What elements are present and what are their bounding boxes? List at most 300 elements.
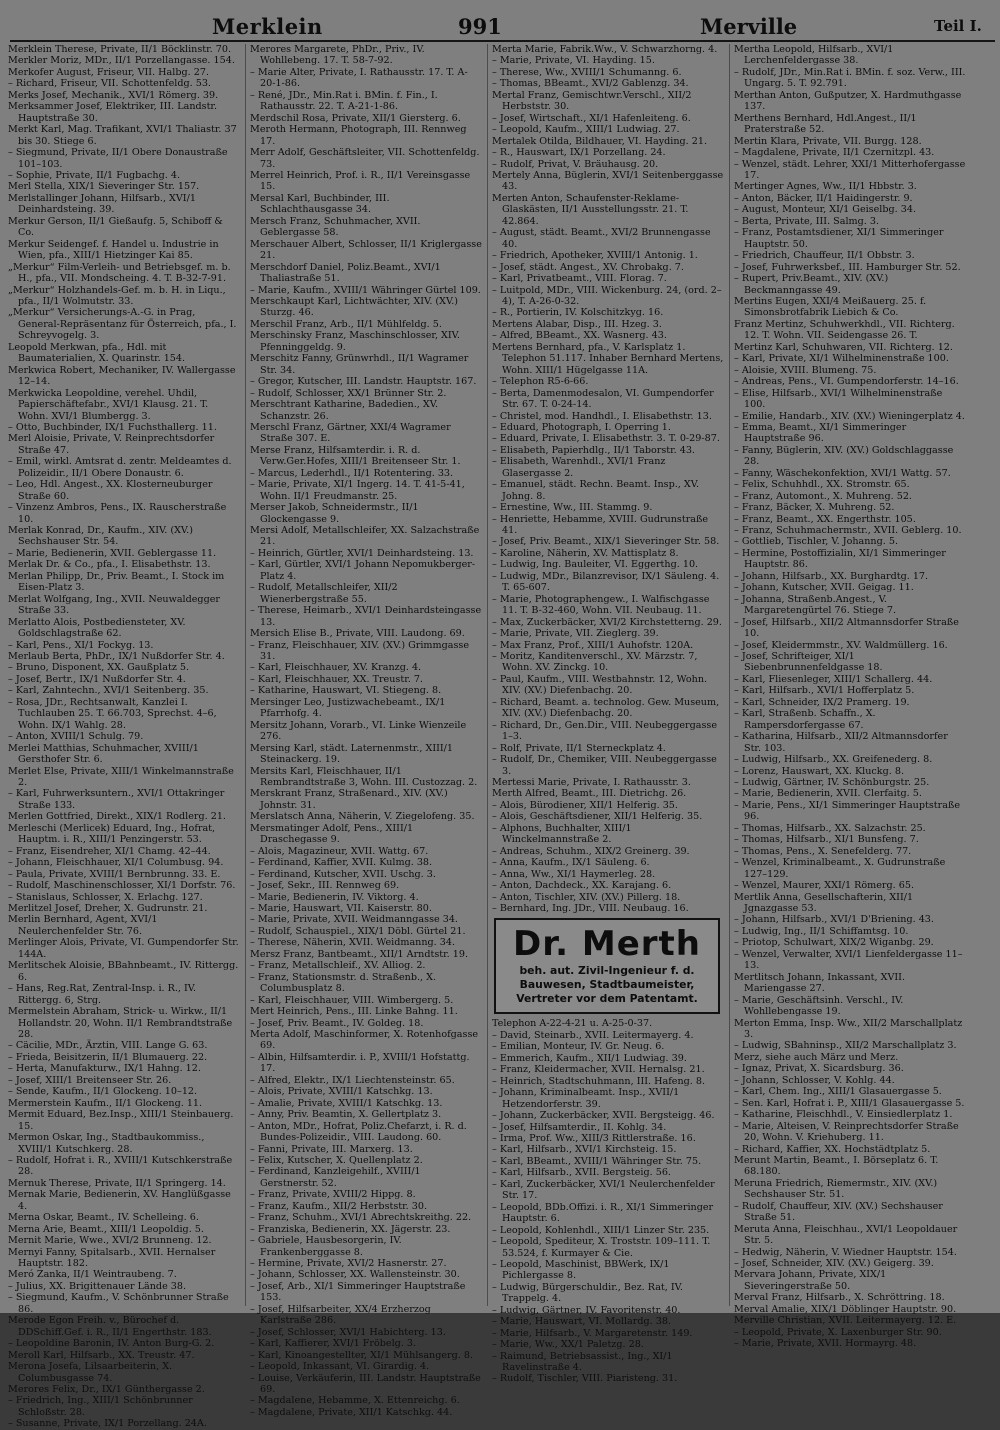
directory-entry: – Josef, Hilfsarb., XII/2 Altmannsdorfer Straße 10. [734, 616, 959, 640]
directory-entry: Merkt Karl, Mag. Trafikant, XVI/1 Thaliastr. 37 bis 30. Stiege 6. [8, 124, 237, 147]
directory-entry: – Hedwig, Näherin, V. Wiedner Hauptstr. 154. [734, 1246, 957, 1258]
directory-entry: – Marie, Private, XVII. Weidmanngasse 34. [250, 914, 458, 926]
page-number: 991 [458, 14, 502, 39]
directory-entry: – Marie, Pens., XI/1 Simmeringer Hauptstraße 96. [734, 799, 961, 823]
directory-entry: – Josef, Schlosser, XVI/1 Habichterg. 13. [250, 1326, 446, 1338]
directory-entry: – Anna, Ww., XI/1 Haymerleg. 28. [492, 868, 656, 880]
directory-entry: Merkofer August, Friseur, VII. Halbg. 27. [8, 66, 209, 78]
directory-entry: Merlitschek Aloisie, BBahnbeamt., IV. Rittergg. 6. [8, 960, 239, 983]
directory-entry: – Leopold, Maschinist, BBWerk, IX/1 Pichlergasse 8. [492, 1258, 670, 1282]
directory-entry: – Therese, Heimarb., XVI/1 Deinhardsteingasse 13. [250, 605, 482, 628]
directory-entry: – Johann, Hilfsarb., XVI/1 D'Briening. 43. [734, 914, 934, 926]
directory-entry: – Josef, Bertr., IX/1 Nußdorfer Str. 4. [8, 673, 186, 685]
directory-entry: – Moritz, Kanditenverschl., XV. Märzstr. 7, Wohn. XV. Zinckg. 10. [492, 651, 698, 674]
directory-entry: – Marcus, Lederhdl., II/1 Rotentering. 33. [250, 467, 454, 479]
directory-entry: – Johann, Schlosser, V. Kohlg. 44. [734, 1074, 895, 1086]
directory-entry: – Josef, Fuhrwerksbef., III. Hamburger Str. 52. [734, 261, 961, 273]
directory-entry: – Alfred, Elektr., IX/1 Liechtensteinstr. 65. [250, 1074, 455, 1086]
directory-entry: – Rudolf, Schlosser, XX/1 Brünner Str. 2. [250, 387, 447, 399]
directory-entry: Merores Felix, Dr., IX/1 Günthergasse 2. [8, 1384, 205, 1396]
directory-entry: – Felix, Schuhhdl., XX. Stromstr. 65. [734, 479, 910, 491]
directory-entry: – René, JDr., Min.Rat i. BMin. f. Fin., I. Rathausstr. 22. T. A-21-1-86. [250, 89, 438, 113]
directory-entry: – Thomas, Hilfsarb., XX. Salzachstr. 25. [734, 822, 926, 834]
directory-entry: – Wenzel, Kriminalbeamt., X. Gudrunstraße 127–129. [734, 857, 946, 880]
directory-entry: – Johann, Kutscher, XVII. Geigag. 11. [734, 582, 914, 594]
directory-entry: – Alois, Private, XVIII/1 Katschkg. 13. [250, 1086, 433, 1098]
directory-entry: – Bruno, Disponent, XX. Gaußplatz 5. [8, 662, 190, 674]
directory-entry: – Heinrich, Stadtschuhmann, III. Hafeng. 8. [492, 1075, 706, 1087]
directory-entry: Merr Adolf, Geschäftsleiter, VII. Schottenfeldg. 73. [250, 147, 480, 170]
directory-entry: – Karl, Fleischhauer, VIII. Wimbergerg. 5. [250, 994, 454, 1006]
directory-entry: – Franz, Schuhmachermstr., XVII. Geblerg. 10. [734, 525, 962, 537]
directory-entry: – Herta, Manufakturw., IX/1 Hahng. 12. [8, 1063, 201, 1075]
directory-entry: – Karl, Fleischhauer, XV. Kranzg. 4. [250, 662, 422, 674]
directory-entry: – Franz, Kaufm., XII/2 Herbststr. 30. [250, 1200, 428, 1212]
directory-entry: – Karl, Schneider, IX/2 Pramerg. 19. [734, 696, 910, 708]
directory-entry: – Leopold, Kohlenhdl., XIII/1 Linzer Str. 235. [492, 1224, 710, 1236]
directory-entry: – Josef, Sekr., III. Rennweg 69. [250, 880, 400, 892]
directory-entry: Merksammer Josef, Elektriker, III. Landstr. Hauptstraße 30. [8, 101, 218, 124]
directory-entry: – Frieda, Beisitzerin, II/1 Blumauerg. 22. [8, 1051, 208, 1063]
directory-entry: Merschinsky Franz, Maschinschlosser, XIV. Pfenninggeldg. 9. [250, 330, 460, 353]
directory-entry: Meruta Anna, Fleischhau., XVI/1 Leopoldauer Str. 5. [734, 1223, 958, 1247]
directory-entry: Merlei Matthias, Schuhmacher, XVIII/1 Gersthofer Str. 6. [8, 742, 199, 766]
directory-entry: – Fanny, Büglerin, XIV. (XV.) Goldschlaggasse 28. [734, 444, 954, 468]
directory-entry: – Telephon R5-6-66. [492, 376, 589, 388]
directory-entry: Merschil Franz, Arb., II/1 Mühlfeldg. 5. [250, 318, 442, 330]
directory-entry: – Irma, Prof. Ww., XIII/3 Rittlerstraße. 16. [492, 1132, 696, 1144]
directory-entry: – Franz, Beamt., XX. Engerthstr. 105. [734, 513, 916, 525]
column-1 [8, 44, 240, 1430]
directory-entry: – Albin, Hilfsamterdir. i. P., XVIII/1 Hofstattg. 17. [250, 1051, 470, 1075]
directory-entry: – Cäcilie, MDr., Ärztin, VIII. Lange G. 63. [8, 1040, 208, 1052]
directory-entry: Meroth Hermann, Photograph, III. Rennweg 17. [250, 124, 467, 147]
directory-entry: – Richard, Dr., Gen.Dir., VIII. Neubeggergasse 1–3. [492, 719, 718, 743]
directory-entry: – Rudolf, Schauspiel., XIX/1 Döbl. Gürtel 21. [250, 925, 466, 937]
directory-entry: Merser Jakob, Schneidermstr., II/1 Glockengasse 9. [250, 502, 419, 525]
advertisement-line: Vertreter vor dem Patentamt. [516, 992, 698, 1006]
directory-entry: – Anton, Bäcker, II/1 Haidingerstr. 9. [734, 192, 913, 204]
directory-entry: – Marie, Ww., XX/1 Paletzg. 28. [492, 1339, 644, 1351]
directory-entry: – Heinrich, Gürtler, XVI/1 Deinhardsteing. 13. [250, 547, 474, 559]
directory-entry: – Karl, Hilfsarb., XVI/1 Hofferplatz 5. [734, 685, 915, 697]
directory-entry: – Franz, Kleidermacher, XVII. Hernalsg. 21. [492, 1064, 705, 1076]
directory-entry: – Ludwig, Ing. Bauleiter, VI. Eggerthg. 10. [492, 559, 699, 571]
directory-entry: – Johanna, Straßenb.Angest., V. Margaretengürtel 76. Stiege 7. [734, 593, 897, 617]
directory-entry: – Josef, Schrifteiger, XI/1 Siebenbrunnenfeldgasse 18. [734, 651, 883, 674]
directory-entry: – Ferdinand, Kutscher, XVII. Uschg. 3. [250, 868, 436, 880]
directory-entry: Mermon Oskar, Ing., Stadtbaukommiss., XVIII/1 Kutschkerg. 28. [8, 1132, 205, 1155]
directory-entry: – Amalie, Private, XVIII/1 Katschkg. 13. [250, 1097, 443, 1109]
directory-entry: Merschkaupt Karl, Lichtwächter, XIV. (XV.) Sturzg. 46. [250, 295, 459, 319]
directory-entry: – Rudolf, Chauffeur, XIV. (XV.) Sechshauser Straße 51. [734, 1200, 943, 1224]
directory-entry: – Thomas, BBeamt., XVI/2 Gablenzg. 34. [492, 78, 689, 90]
directory-entry: – Rudolf, Dr., Chemiker, VIII. Neubeggergasse 3. [492, 754, 717, 777]
directory-entry: – Therese, Näherin, XVII. Weidmanng. 34. [250, 937, 456, 949]
directory-entry: – Marie, Hilfsarb., V. Margaretenstr. 149. [492, 1327, 693, 1339]
directory-entry: Mertlik Anna, Gesellschafterin, XII/1 Jgnazgasse 53. [734, 891, 914, 914]
directory-entry: Merkur Gerson, II/1 Gießaufg. 5, Schiboff & Co. [8, 215, 223, 239]
directory-entry: – Anna, Kaufm., IX/1 Säuleng. 6. [492, 857, 650, 869]
directory-entry: – Marie, Bedienerin, XVII. Clerfaitg. 5. [734, 788, 922, 800]
directory-entry: – Franz, Automont., X. Muhreng. 52. [734, 490, 912, 502]
directory-entry: – Franz, Stationsmstr. d. Straßenb., X. Columbusplatz 8. [250, 971, 437, 995]
directory-entry: – August, Monteur, XI/1 Geiselbg. 34. [734, 204, 916, 216]
directory-entry: Mertalek Otilda, Bildhauer, VI. Hayding. 21. [492, 135, 708, 147]
directory-entry: – Louise, Verkäuferin, III. Landstr. Hauptstraße 69. [250, 1372, 481, 1396]
directory-entry: – Ludwig, Gärtner, IV. Favoritenstr. 40. [492, 1304, 681, 1316]
directory-entry: – Ferdinand, Kanzleigehilf., XVIII/1 Gerstnerstr. 52. [250, 1166, 421, 1189]
directory-entry: – Rudolf, Metallschleifer, XII/2 Wienerbergstraße 55. [250, 582, 398, 605]
column-4 [734, 44, 966, 1350]
directory-entry: Mertinz Karl, Schuhwaren, VII. Richterg. 12. [734, 341, 953, 353]
directory-entry: – Josef, Hilfsarbeiter, XX/4 Erzherzog Karlstraße 286. [250, 1303, 431, 1327]
directory-entry: – Franziska, Bedienerin, XX. Jägerstr. 23. [250, 1223, 451, 1235]
directory-entry: – Eduard, Private, I. Elisabethstr. 3. T. 0-29-87. [492, 433, 720, 445]
directory-entry: – Julius, XX. Brigittenauer Lände 38. [8, 1280, 187, 1292]
directory-entry: – Ignaz, Privat, X. Sicardsburg. 36. [734, 1063, 904, 1075]
directory-entry: – Karl, Private, XI/1 Wilhelminenstraße 100. [734, 353, 949, 365]
directory-entry: – Aloisie, XVIII. Blumeng. 75. [734, 364, 877, 376]
directory-entry: – Gregor, Kutscher, III. Landstr. Hauptstr. 167. [250, 376, 477, 388]
directory-entry: – Karl, Chem. Ing., XIII/1 Glasauergasse 5. [734, 1086, 942, 1098]
directory-entry: – Anton, Dachdeck., XX. Karajang. 6. [492, 880, 672, 892]
directory-entry: – Leopold, BDb.Offizi. i. R., XI/1 Simmeringer Hauptstr. 6. [492, 1201, 714, 1225]
directory-entry: Merlatto Alois, Postbediensteter, XV. Goldschlagstraße 62. [8, 616, 186, 640]
directory-entry: Mersi Adolf, Metallschleifer, XX. Salzachstraße 21. [250, 525, 480, 548]
directory-entry: – Franz, Metallschleif., XV. Alliog. 2. [250, 960, 426, 972]
directory-entry: Merslatsch Anna, Näherin, V. Ziegelofeng. 35. [250, 811, 475, 823]
directory-entry: – Karl, BBeamt., XVIII/1 Währinger Str. 75. [492, 1155, 702, 1167]
directory-entry: Leopold Merkwan, pfa., Hdl. mit Baumaterialien, X. Quarinstr. 154. [8, 341, 186, 365]
directory-entry: – Felix, Kutscher, X. Quellenplatz 2. [250, 1154, 423, 1166]
directory-entry: „Merkur“ Holzhandels-Gef. m. b. H. in Liqu., pfa., II/1 Wolmutstr. 33. [8, 284, 226, 307]
directory-entry: Mert Heinrich, Pens., III. Linke Bahng. 11. [250, 1006, 458, 1018]
directory-entry: – Karl, Fliesenleger, XIII/1 Schallerg. 44. [734, 673, 933, 685]
directory-entry: – Leopold, Private, X. Laxenburger Str. 90. [734, 1326, 942, 1338]
directory-entry: – Siegmund, Kaufm., V. Schönbrunner Straße 86. [8, 1292, 229, 1315]
directory-entry: – Gabriele, Hausbesorgerin, IV. Frankenberggasse 8. [250, 1235, 402, 1258]
directory-entry: – Max Franz, Prof., XIII/1 Auhofstr. 120A. [492, 639, 694, 651]
page-header [0, 8, 1000, 42]
directory-entry: Merunt Martin, Beamt., I. Börseplatz 6. T. 68.180. [734, 1154, 939, 1178]
directory-entry: Merklein Therese, Private, II/1 Böcklinstr. 70. [8, 44, 232, 55]
directory-entry: Meró Zanka, II/1 Weintraubeng. 7. [8, 1269, 177, 1281]
directory-entry: Merval Amalie, XIX/1 Döblinger Hauptstr. 90. [734, 1303, 957, 1315]
directory-entry: – Elisabeth, Papierhdlg., II/1 Taborstr. 43. [492, 444, 695, 456]
directory-entry: – Stanislaus, Schlosser, X. Erlachg. 127. [8, 891, 203, 903]
directory-entry: – Ludwig, Ing., II/1 Schiffamtsg. 10. [734, 925, 909, 937]
directory-entry: – Josef, städt. Angest., XV. Chrobakg. 7. [492, 261, 684, 273]
directory-entry: – Andreas, Schuhm., XIX/2 Greinerg. 39. [492, 845, 690, 857]
directory-entry: Merkwica Robert, Mechaniker, IV. Wallergasse 12–14. [8, 364, 236, 388]
directory-entry: Merleschi (Merlicek) Eduard, Ing., Hofrat, Hauptm. i. R., XIII/1 Penzingerstr. 53. [8, 822, 216, 846]
directory-entry: Merona Josefa, Lilsaarbeiterin, X. Columbusgasse 74. [8, 1361, 173, 1384]
directory-entry: Merna Arie, Beamt., XIII/1 Leopoldig. 5. [8, 1223, 204, 1235]
directory-entry: – Sen. Karl, Hofrat i. P., XIII/1 Glasauergasse 5. [734, 1097, 965, 1109]
directory-entry: – Rosa, JDr., Rechtsanwalt, Kanzlei I. Tuchlauben 25. T. 66.703, Sprechst. 4–6, Wohn. IX/1 Wahlg. 28. [8, 696, 217, 731]
directory-entry: Mernuk Therese, Private, II/1 Springerg. 14. [8, 1177, 226, 1189]
directory-entry: – Alois, Magazineur, XVII. Wattg. 67. [250, 845, 429, 857]
directory-entry: – Rudolf, Maschinenschlosser, XI/1 Dorfstr. 76. [8, 880, 236, 892]
directory-entry: Mersal Karl, Buchbinder, III. Schlachthausgasse 34. [250, 192, 390, 216]
directory-entry: Mertinger Agnes, Ww., II/1 Hbbstr. 3. [734, 181, 917, 193]
directory-entry: Mertal Franz, Gemischtwr.Verschl., XII/2 Herbststr. 30. [492, 89, 692, 113]
directory-entry: Merode Egon Freih. v., Bürochef d. DDSchiff.Gef. i. R., II/1 Engerthstr. 183. [8, 1315, 212, 1338]
directory-entry: – Fanny, Wäschekonfektion, XVI/1 Wattg. 57. [734, 467, 951, 479]
directory-entry: – Ludwig, Gärtner, IV. Schönburgstr. 25. [734, 777, 930, 788]
columns-area [0, 44, 1000, 1430]
directory-entry: – Ludwig, Hilfsarb., XX. Greifenederg. 8. [734, 754, 933, 766]
directory-entry: – Eduard, Photograph, I. Operring 1. [492, 421, 671, 433]
column-2 [250, 44, 482, 1418]
directory-entry: Mernak Marie, Bedienerin, XV. Hanglüßgasse 4. [8, 1189, 231, 1212]
directory-entry: Merna Oskar, Beamt., IV. Schelleing. 6. [8, 1212, 199, 1224]
directory-entry: – Johann, Fleischhauer, XI/1 Columbusg. 94. [8, 857, 224, 869]
directory-entry: – Marie, Private, VI. Hayding. 15. [492, 55, 655, 67]
directory-entry: Mernit Marie, Wwe., XVI/2 Brunneng. 12. [8, 1235, 212, 1247]
directory-entry: Merthan Anton, Gußputzer, X. Hardmuthgasse 137. [734, 89, 962, 113]
directory-entry: Mermit Eduard, Bez.Insp., XIII/1 Steinbauerg. 15. [8, 1109, 234, 1132]
directory-entry: Merks Josef, Mechanik., XVI/1 Römerg. 39. [8, 89, 219, 101]
directory-entry: – Bernhard, Ing. JDr., VIII. Neubaug. 16. [492, 902, 689, 914]
directory-entry: Merschtrant Katharine, Badedien., XV. Schanzstr. 26. [250, 399, 438, 422]
directory-entry: – Alphons, Buchhalter, XIII/1 Winckelmannstraße 2. [492, 822, 632, 846]
directory-entry: Mersing Karl, städt. Laternenmstr., XIII/1 Steinackerg. 19. [250, 742, 454, 766]
directory-entry: Mersich Elise B., Private, VIII. Laudong. 69. [250, 628, 465, 640]
directory-entry: – Magdalene, Private, XII/1 Katschkg. 44. [250, 1406, 453, 1418]
directory-entry: Mersinger Leo, Justizwachebeamt., IX/1 Pfarrhofg. 4. [250, 696, 446, 720]
directory-entry: Merschauer Albert, Schlosser, II/1 Kriglergasse 21. [250, 238, 482, 262]
directory-entry: – Josef, XIII/1 Breitenseer Str. 26. [8, 1074, 172, 1086]
directory-entry: – Therese, Ww., XVIII/1 Schumanng. 6. [492, 66, 682, 78]
directory-entry: – Karl, Hilfsarb., XVI/1 Kirchsteig. 15. [492, 1144, 677, 1156]
directory-entry: Mertlitsch Johann, Inkassant, XVII. Mariengasse 27. [734, 971, 906, 995]
advertisement-line: Bauwesen, Stadtbaumeister, [519, 978, 695, 992]
directory-entry: – Marie, Bedienerin, XVII. Geblergasse 11. [8, 547, 217, 559]
directory-entry: – Magdalene, Hebamme, X. Ettenreichg. 6. [250, 1395, 460, 1407]
directory-entry: – R., Hauswart, IX/1 Porzellang. 24. [492, 147, 666, 159]
directory-entry: Merkur Seidengef. f. Handel u. Industrie in Wien, pfa., XIII/1 Hietzinger Kai 85. [8, 238, 219, 262]
directory-entry: – Lorenz, Hauswart, XX. Kluckg. 8. [734, 765, 905, 777]
directory-entry: – Thomas, Hilfsarb., XI/1 Bunsfeng. 7. [734, 834, 919, 846]
advertisement-line: beh. aut. Zivil-Ingenieur f. d. [519, 964, 695, 978]
directory-entry: – Franz, Bäcker, X. Muhreng. 52. [734, 502, 895, 514]
directory-entry: – Marie, Hauswart, VI. Mollardg. 38. [492, 1316, 671, 1328]
directory-entry: Merlet Else, Private, XIII/1 Winkelmannstraße 2. [8, 765, 234, 788]
directory-entry: – Richard, Friseur, VII. Schottenfeldg. 53. [8, 78, 211, 90]
directory-entry: – Marie, Kaufm., XVIII/1 Währinger Gürtel 109. [250, 284, 481, 296]
directory-entry: – Ludwig, SBahninsp., XII/2 Marschallplatz 3. [734, 1040, 957, 1052]
directory-entry: – Magdalene, Private, II/1 Czernitzpl. 43. [734, 147, 935, 159]
directory-entry: Mertely Anna, Büglerin, XVI/1 Seitenberggasse 43. [492, 169, 724, 193]
directory-entry: – Siegmund, Private, II/1 Obere Donaustraße 101–103. [8, 147, 228, 170]
header-rule [10, 40, 995, 42]
directory-entry: Merdschil Rosa, Private, XII/1 Giersterg. 6. [250, 112, 461, 124]
directory-entry: – Christel, mod. Handhdl., I. Elisabethstr. 13. [492, 410, 712, 422]
directory-entry: – Friedrich, Ing., XIII/1 Schönbrunner Schloßstr. 28. [8, 1395, 193, 1418]
directory-entry: – Leo, Hdl. Angest., XX. Klosterneuburger Straße 60. [8, 479, 213, 502]
directory-entry: – Hermine, Private, XVI/2 Hasnerstr. 27. [250, 1258, 447, 1270]
directory-entry: – Marie, Private, VII. Zieglerg. 39. [492, 628, 659, 640]
directory-entry: Mermelstein Abraham, Strick- u. Wirkw., II/1 Hollandstr. 20, Wohn. II/1 Rembrandtstraße 28. [8, 1006, 233, 1040]
directory-entry: Mersits Karl, Fleischhauer, II/1 Rembrandtstraße 3, Wohn. III. Custozzag. 2. [250, 765, 478, 788]
directory-entry: Merth Alfred, Beamt., III. Dietrichg. 26. [492, 788, 687, 800]
directory-entry: Meruna Friedrich, Riemermstr., XIV. (XV.) Sechshauser Str. 51. [734, 1177, 938, 1201]
directory-entry: – Emmerich, Kaufm., XII/1 Ludwiag. 39. [492, 1052, 687, 1064]
directory-entry: Merschitz Fanny, Grünwrhdl., II/1 Wagramer Str. 34. [250, 353, 469, 376]
directory-entry: „Merkur“ Film-Verleih- und Betriebsgef. m. b. H., pfa., VII. Mondscheing. 4. T. B-32-7-91. [8, 261, 231, 285]
directory-entry: – Franz, Eisendreher, XI/1 Chamg. 42–44. [8, 845, 211, 857]
directory-entry: – Katharine, Fleischhdl., V. Einsiedlerplatz 1. [734, 1109, 953, 1121]
advertisement-box [494, 918, 720, 1014]
directory-entry: Telephon A-22-4-21 u. A-25-0-37. [492, 1018, 653, 1030]
directory-entry: – Johann, Zuckerbäcker, XVII. Bergsteigg. 46. [492, 1110, 715, 1122]
directory-entry: – Emma, Beamt., XI/1 Simmeringer Hauptstraße 96. [734, 421, 907, 445]
directory-entry: – Marie Alter, Private, I. Rathausstr. 17. T. A-20-1-86. [250, 66, 468, 90]
directory-entry: Merlinger Alois, Private, VI. Gumpendorfer Str. 144A. [8, 937, 239, 960]
directory-entry: – Henriette, Hebamme, XVIII. Gudrunstraße 41. [492, 513, 709, 537]
directory-entry: – Leopoldine Baronin, IV. Anton Burg-G. 2. [8, 1338, 215, 1350]
directory-entry: Merta Adolf, Maschinformer, X. Rotenhofgasse 69. [250, 1028, 479, 1052]
directory-entry: – Rudolf, JDr., Min.Rat i. BMin. f. soz. Verw., III. Ungarg. 5. T. 92.791. [734, 66, 966, 90]
directory-entry: – Marie, Geschäftsinh. Verschl., IV. Wohllebengasse 19. [734, 994, 904, 1018]
directory-entry: – Anton, MDr., Hofrat, Poliz.Chefarzt, i. R. d. Bundes-Polizeidir., VIII. Laudong. 60. [250, 1120, 467, 1144]
directory-entry: – Rupert, Priv.Beamt., XIV. (XV.) Beckmanngasse 49. [734, 273, 889, 296]
directory-entry: – Karl, Hilfsarb., XVII. Bergsteig. 56. [492, 1167, 671, 1179]
directory-entry: – Berta, Private, III. Salmg. 3. [734, 215, 880, 227]
directory-entry: – Josef, Priv. Beamt., IV. Goldeg. 18. [250, 1017, 424, 1029]
header-right-word: Merville [700, 14, 798, 39]
directory-entry: – Karl, Gürtler, XVI/1 Johann Nepomukberger-Platz 4. [250, 559, 476, 582]
advertisement-name: Dr. Merth [512, 924, 701, 965]
directory-entry: – Fanni, Private, III. Marxerg. 13. [250, 1143, 413, 1155]
directory-entry: – Emilian, Monteur, IV. Gr. Neug. 6. [492, 1041, 665, 1053]
directory-entry: Mertens Bernhard, pfa., V. Karlsplatz 1. Telephon 51.117. Inhaber Bernhard Mertens, Wohn. XIII/1 Hügelgasse 11A. [492, 341, 724, 376]
directory-entry: – Karl, Kaffierer, XVI/1 Fröbelg. 3. [250, 1338, 417, 1350]
directory-entry: Merton Emma, Insp. Ww., XII/2 Marschallplatz 3. [734, 1017, 963, 1040]
directory-entry: – Ferdinand, Kaffier, XVII. Kulmg. 38. [250, 857, 433, 869]
directory-entry: Merl Aloisie, Private, V. Reinprechtsdorfer Straße 47. [8, 433, 215, 456]
directory-entry: – Karl, Straßenb. Schaffn., X. Rampersdorfergasse 67. [734, 708, 876, 731]
directory-entry: – Rolf, Private, II/1 Sterneckplatz 4. [492, 742, 666, 754]
directory-entry: – Emil, wirkl. Amtsrat d. zentr. Meldeamtes d. Polizeidir., II/1 Obere Donaustr. 6. [8, 456, 232, 479]
header-left-word: Merklein [212, 14, 323, 39]
directory-entry: – Josef, Arb., XI/1 Simmeringer Hauptstraße 153. [250, 1280, 466, 1304]
directory-entry: – Johann, Schlosser, XX. Wallensteinstr. 30. [250, 1269, 460, 1281]
directory-entry: – Vinzenz Ambros, Pens., IX. Rauscherstraße 10. [8, 502, 227, 525]
directory-entry: – Rudolf, Hofrat i. R., XVIII/1 Kutschkerstraße 28. [8, 1154, 233, 1178]
directory-entry: Mermerstein Kaufm., II/1 Glockeng. 11. [8, 1097, 203, 1109]
directory-entry: – Luitpold, MDr., VIII. Wickenburg. 24, (ord. 2–4), T. A-26-0-32. [492, 284, 722, 307]
directory-entry: Merten Anton, Schaufenster-Reklame-Glaskästen, II/1 Ausstellungsstr. 21. T. 42.864. [492, 192, 689, 227]
directory-entry: Merschdorf Daniel, Poliz.Beamt., XVI/1 Thaliastraße 51. [250, 261, 441, 285]
directory-entry: – Johann, Kriminalbeamt. Insp., XVII/1 Hetzendorferstr. 39. [492, 1087, 680, 1110]
directory-entry: – Berta, Damenmodesalon, VI. Gumpendorfer Str. 67. T. 0-24-14. [492, 387, 714, 411]
directory-entry: Merlan Philipp, Dr., Priv. Beamt., I. Stock im Eisen-Platz 3. [8, 570, 225, 594]
directory-entry: – Andreas, Pens., VI. Gumpendorferstr. 14–16. [734, 376, 959, 388]
directory-entry: – Priotop, Schulwart, XIX/2 Wiganbg. 29. [734, 937, 934, 949]
directory-entry: – Leopold, Spediteur, X. Troststr. 109–111. T. 53.524, f. Kurmayer & Cie. [492, 1236, 711, 1259]
directory-entry: Mernyi Fanny, Spitalsarb., XVII. Hernalser Hauptstr. 182. [8, 1246, 216, 1270]
directory-entry: – Wenzel, Verwalter, XVI/1 Lienfeldergasse 11–13. [734, 948, 963, 972]
directory-entry: Meroll Karl, Hilfsarb., XX. Treustr. 47. [8, 1349, 195, 1361]
directory-entry: Mersmatinger Adolf, Pens., XIII/1 Draschegasse 9. [250, 822, 414, 846]
directory-entry: Merlen Gottfried, Direkt., XIX/1 Rodlerg. 21. [8, 811, 226, 823]
directory-entry: – Karl, Fleischhauer, XX. Treustr. 7. [250, 673, 423, 685]
directory-entry: – Sende, Kaufm., II/1 Glockeng. 10–12. [8, 1086, 198, 1098]
directory-entry: – Franz, Postamtsdiener, XI/1 Simmeringer Hauptstr. 50. [734, 227, 944, 250]
directory-entry: – Alois, Bürodiener, XII/1 Helferig. 35. [492, 799, 678, 811]
directory-entry: Merlstallinger Johann, Hilfsarb., XVI/1 Deinhardsteing. 39. [8, 192, 196, 216]
directory-entry: – Alois, Geschäftsdiener, XII/1 Helferig. 35. [492, 811, 703, 823]
directory-entry: – Franz, Fleischhauer, XIV. (XV.) Grimmgasse 31. [250, 639, 470, 663]
directory-entry: – Ernestine, Ww., III. Stammg. 9. [492, 502, 653, 514]
directory-entry: – Josef, Hilfsamterdir., II. Kohlg. 34. [492, 1121, 667, 1133]
directory-entry: – Alfred, BBeamt., XX. Wasnerg. 43. [492, 330, 667, 342]
directory-entry: – Raimund, Betriebsassist., Ing., XI/1 Ravelinstraße 4. [492, 1350, 673, 1374]
directory-entry: Mervara Johann, Private, XIX/1 Sieveringerstraße 50. [734, 1269, 887, 1292]
directory-entry: – Josef, Schneider, XIV. (XV.) Geigerg. 39. [734, 1258, 934, 1270]
directory-entry: – R., Portierin, IV. Kolschitzkyg. 16. [492, 307, 664, 319]
directory-entry: – Karl, Privatbeamt., VIII. Florag. 7. [492, 273, 667, 285]
directory-entry: – Josef, Wirtschaft., XI/1 Hafenleiteng. 6. [492, 112, 691, 124]
directory-entry: Mersitz Johann, Vorarb., VI. Linke Wienzeile 276. [250, 719, 467, 743]
directory-entry: – Marie, Photographengew., I. Walfischgasse 11. T. B-32-460, Wohn. VII. Neubaug. 11. [492, 593, 710, 617]
directory-entry: – Karl, Kinoangestellter, XI/1 Mühlsangerg. 8. [250, 1349, 474, 1361]
directory-entry: Merta Marie, Fabrik.Ww., V. Schwarzhorng. 4. [492, 44, 718, 55]
directory-entry: – Karl, Fuhrwerksuntern., XVI/1 Ottakringer Straße 133. [8, 788, 225, 811]
directory-entry: – Susanne, Private, IX/1 Porzellang. 24A. [8, 1418, 207, 1430]
directory-entry: – Emanuel, städt. Rechn. Beamt. Insp., XV. Johng. 8. [492, 479, 700, 502]
directory-entry: Merlat Wolfgang, Ing., XVII. Neuwaldegger Straße 33. [8, 593, 220, 617]
directory-entry: – Wenzel, städt. Lehrer, XXI/1 Mitterhofergasse 17. [734, 158, 966, 181]
directory-entry: – Franz, Schuhm., XVI/1 Abrechtskreithg. 22. [250, 1212, 472, 1224]
directory-entry: – Leopold, Inkassant, VI. Girardig. 4. [250, 1361, 430, 1373]
directory-entry: – Elisabeth, Warenhdl., XVI/1 Franz Glasergasse 2. [492, 456, 666, 479]
directory-entry: Merlin Bernhard, Agent, XVI/1 Neulerchenfelder Str. 76. [8, 914, 158, 937]
directory-entry: – Thomas, Pens., X. Senefelderg. 77. [734, 845, 912, 857]
directory-entry: – Marie, Bedienerin, IV. Viktorg. 4. [250, 891, 419, 903]
directory-entry: – Ludwig, MDr., Bilanzrevisor, IX/1 Säuleng. 4. T. 65-607. [492, 570, 720, 594]
directory-entry: – Anny, Priv. Beamtin, X. Gellertplatz 3. [250, 1109, 442, 1121]
directory-entry: – Anton, XVIII/1 Schulg. 79. [8, 731, 144, 743]
directory-entry: – David, Steinarb., XVII. Leitermayerg. 4. [492, 1029, 694, 1041]
directory-entry: – Marie, Alteisen, V. Reinprechtsdorfer Straße 20, Wohn. V. Kriehuberg. 11. [734, 1120, 959, 1144]
directory-entry: Merskrant Franz, Straßenard., XIV. (XV.) Johnstr. 31. [250, 788, 448, 811]
directory-entry: – Ludwig, Bürgerschuldir., Bez. Rat, IV. Trappelg. 4. [492, 1281, 683, 1305]
column-3 [492, 44, 724, 1385]
directory-entry: Mersz Franz, Bantbeamt., XII/1 Arndtstr. 19. [250, 948, 469, 960]
column-3-entries [492, 44, 724, 914]
directory-entry: – Marie, Private, XVII. Hormayrg. 48. [734, 1338, 917, 1350]
directory-entry: Merkler Moriz, MDr., II/1 Porzellangasse. 154. [8, 55, 235, 67]
directory-entry: Merse Franz, Hilfsamterdir. i. R. d. Verw.Ger.Hofes, XIII/1 Breitenseer Str. 1. [250, 444, 461, 468]
directory-entry: – Paul, Kaufm., VIII. Westbahnstr. 12, Wohn. XIV. (XV.) Diefenbachg. 20. [492, 673, 708, 697]
directory-entry: – Richard, Beamt. a. technolog. Gew. Museum, XIV. (XV.) Diefenbachg. 20. [492, 696, 720, 720]
directory-entry: – Paula, Private, XVIII/1 Bernbrunng. 33. E. [8, 868, 221, 880]
directory-entry: Mertens Alabar, Disp., III. Hzeg. 3. [492, 318, 662, 330]
directory-entry: – Josef, Kleidermmstr., XV. Waldmüllerg. 16. [734, 639, 948, 651]
directory-entry: Merville Christian, XVII. Leitermayerg. 12. E. [734, 1315, 957, 1327]
directory-entry: Merschl Franz, Gärtner, XXI/4 Wagramer Straße 307. E. [250, 421, 451, 445]
directory-entry: Merthens Bernhard, Hdl.Angest., II/1 Praterstraße 52. [734, 112, 917, 136]
directory-entry: – Johann, Hilfsarb., XX. Burghardtg. 17. [734, 570, 929, 582]
directory-entry: Mersch Franz, Schuhmacher, XVII. Geblergasse 58. [250, 215, 421, 239]
directory-entry: – Rudolf, Privat, V. Bräuhausg. 20. [492, 158, 659, 170]
directory-entry: – Sophie, Private, II/1 Fugbachg. 4. [8, 169, 180, 181]
directory-entry: – Otto, Buchbinder, IX/1 Fuchsthallerg. 11. [8, 421, 217, 433]
